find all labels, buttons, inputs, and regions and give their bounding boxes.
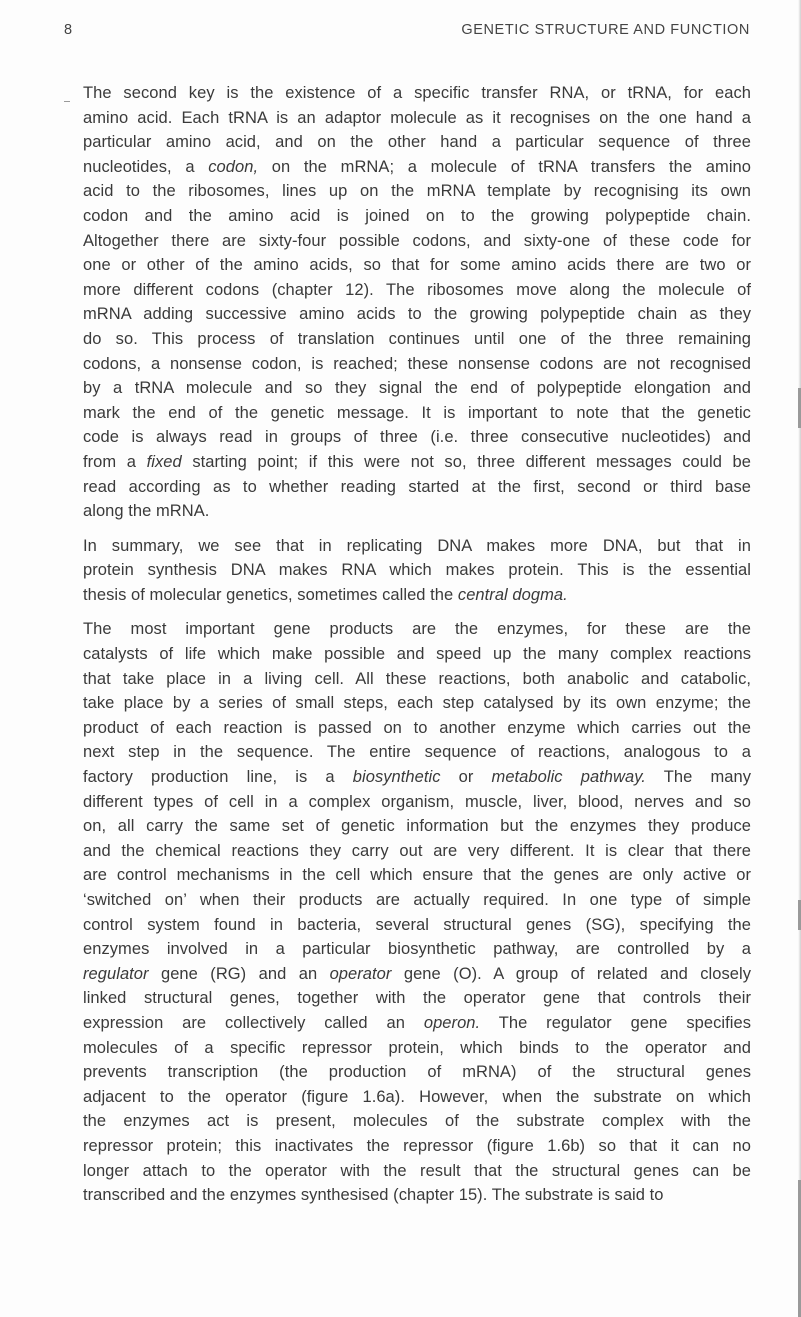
text-line: do so. This process of translation continues until one of the three remaining (83, 329, 751, 348)
text-line: catalysts of life which make possible and speed up the many complex reactions (83, 645, 751, 664)
text-line: Altogether there are sixty-four possible codons, and sixty-one of these code for (83, 231, 751, 250)
margin-mark (64, 101, 70, 102)
text-line: on, all carry the same set of genetic information but the enzymes they produce (83, 817, 751, 836)
text-line: nucleotides, a codon, on the mRNA; a molecule of tRNA transfers the amino (83, 157, 751, 176)
text-line: one or other of the amino acids, so that for some amino acids there are two or (83, 256, 751, 275)
text-line: amino acid. Each tRNA is an adaptor molecule as it recognises on the one hand a (83, 108, 751, 127)
text-line: transcribed and the enzymes synthesised (chapter 15). The substrate is said to (83, 1186, 664, 1205)
text-line: factory production line, is a biosynthetic or metabolic pathway. The many (83, 768, 752, 787)
body-text (83, 81, 751, 1208)
text-line: next step in the sequence. The entire sequence of reactions, analogous to a (83, 743, 751, 762)
text-line: mark the end of the genetic message. It is important to note that the genetic (83, 403, 751, 422)
running-head: GENETIC STRUCTURE AND FUNCTION (461, 22, 750, 38)
text-line: repressor protein; this inactivates the repressor (figure 1.6b) so that it can no (83, 1136, 751, 1155)
emphasized-term: biosynthetic (352, 768, 441, 787)
text-line: control system found in bacteria, several structural genes (SG), specifying the (83, 915, 751, 934)
text-line: regulator gene (RG) and an operator gene (O). A group of related and closely (83, 964, 751, 983)
emphasized-term: central dogma. (457, 585, 568, 604)
paragraph (83, 81, 751, 524)
text-line: by a tRNA molecule and so they signal the end of polypeptide elongation and (83, 379, 751, 398)
emphasized-term: operon. (423, 1013, 481, 1032)
emphasized-term: regulator (83, 964, 149, 983)
text-line: longer attach to the operator with the result that the structural genes can be (83, 1161, 751, 1180)
text-line: different types of cell in a complex organism, muscle, liver, blood, nerves and so (83, 792, 751, 811)
emphasized-term: codon, (208, 157, 259, 176)
text-line: code is always read in groups of three (i.e. three consecutive nucleotides) and (83, 428, 751, 447)
text-line: codons, a nonsense codon, is reached; these nonsense codons are not recognised (83, 354, 751, 373)
emphasized-term: metabolic pathway. (491, 768, 646, 787)
text-line: along the mRNA. (83, 502, 210, 521)
text-line: that take place in a living cell. All these reactions, both anabolic and catabolic, (83, 669, 751, 688)
text-line: take place by a series of small steps, each step catalysed by its own enzyme; the (83, 694, 751, 713)
text-line: adjacent to the operator (figure 1.6a). However, when the substrate on which (83, 1087, 751, 1106)
text-line: codon and the amino acid is joined on to the growing polypeptide chain. (83, 206, 751, 225)
text-line: product of each reaction is passed on to another enzyme which carries out the (83, 718, 751, 737)
text-line: more different codons (chapter 12). The ribosomes move along the molecule of (83, 280, 751, 299)
text-line: molecules of a specific repressor protein, which binds to the operator and (83, 1038, 751, 1057)
text-line: prevents transcription (the production of mRNA) of the structural genes (83, 1063, 751, 1082)
emphasized-term: fixed (146, 452, 182, 471)
text-line: The most important gene products are the enzymes, for these are the (83, 620, 751, 639)
text-line: ‘switched on’ when their products are actually required. In one type of simple (83, 891, 751, 909)
text-line: read according as to whether reading started at the first, second or third base (83, 477, 751, 496)
text-line: In summary, we see that in replicating DNA makes more DNA, but that in (83, 536, 751, 555)
text-line: acid to the ribosomes, lines up on the mRNA template by recognising its own (83, 182, 751, 201)
paragraph (83, 534, 751, 608)
text-line: expression are collectively called an operon. The regulator gene specifies (83, 1013, 752, 1032)
text-line: particular amino acid, and on the other hand a particular sequence of three (83, 133, 751, 152)
page-header (64, 22, 750, 42)
text-line: The second key is the existence of a specific transfer RNA, or tRNA, for each (83, 84, 751, 102)
page-number: 8 (64, 22, 73, 38)
text-line: protein synthesis DNA makes RNA which makes protein. This is the essential (83, 561, 751, 580)
text-line: enzymes involved in a particular biosynthetic pathway, are controlled by a (83, 940, 751, 959)
emphasized-term: operator (329, 964, 392, 983)
paragraph (83, 617, 751, 1207)
text-line: mRNA adding successive amino acids to the growing polypeptide chain as they (83, 305, 751, 324)
text-line: from a fixed starting point; if this were not so, three different messages could be (83, 452, 751, 471)
text-line: are control mechanisms in the cell which ensure that the genes are only active or (83, 866, 751, 885)
text-line: thesis of molecular genetics, sometimes called the central dogma. (83, 585, 568, 604)
text-line: linked structural genes, together with the operator gene that controls their (83, 989, 751, 1008)
text-line: the enzymes act is present, molecules of the substrate complex with the (83, 1112, 751, 1131)
text-line: and the chemical reactions they carry out are very different. It is clear that there (83, 841, 751, 860)
